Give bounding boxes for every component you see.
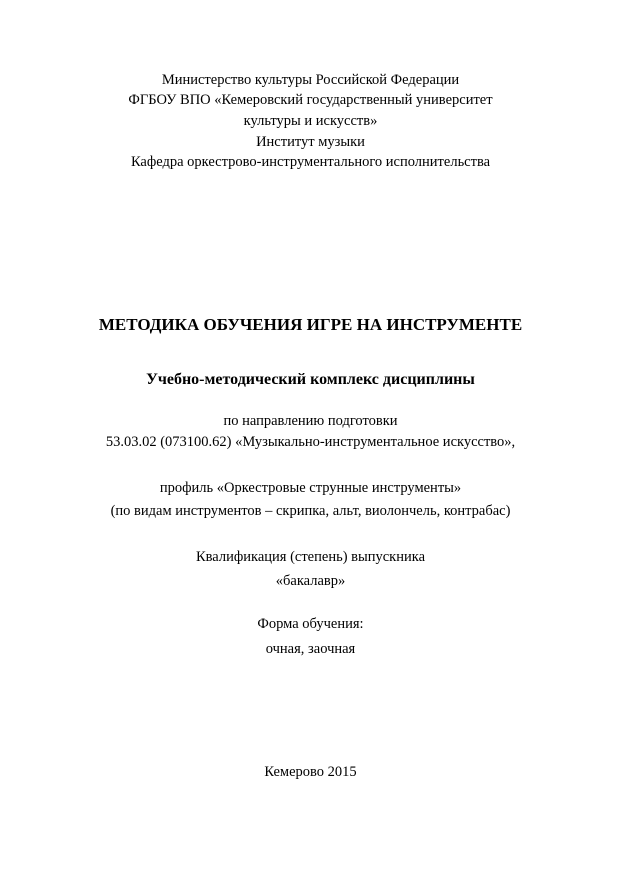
header-line-department: Кафедра оркестрово-инструментального исполнительства [130,154,491,170]
direction-intro: по направлению подготовки [223,413,398,429]
study-form-values: очная, заочная [265,641,356,657]
page-title: МЕТОДИКА ОБУЧЕНИЯ ИГРЕ НА ИНСТРУМЕНТЕ [98,315,523,334]
header-line-university-continued: культуры и искусств» [243,113,378,129]
header-line-ministry: Министерство культуры Российской Федерации [161,72,460,88]
header-line-university: ФГБОУ ВПО «Кемеровский государственный университет [128,92,493,108]
qualification-degree: «бакалавр» [275,573,346,589]
profile-name: профиль «Оркестровые струнные инструменты» [159,480,462,496]
footer-city-year: Кемерово 2015 [264,764,357,780]
page-subtitle: Учебно-методический комплекс дисциплины [146,371,475,388]
direction-code: 53.03.02 (073100.62) «Музыкально-инструментальное искусство», [105,434,516,450]
header-line-institute: Институт музыки [256,134,365,150]
qualification-label: Квалификация (степень) выпускника [195,549,426,565]
profile-instruments: (по видам инструментов – скрипка, альт, виолончель, контрабас) [110,503,511,519]
study-form-label: Форма обучения: [257,616,364,632]
